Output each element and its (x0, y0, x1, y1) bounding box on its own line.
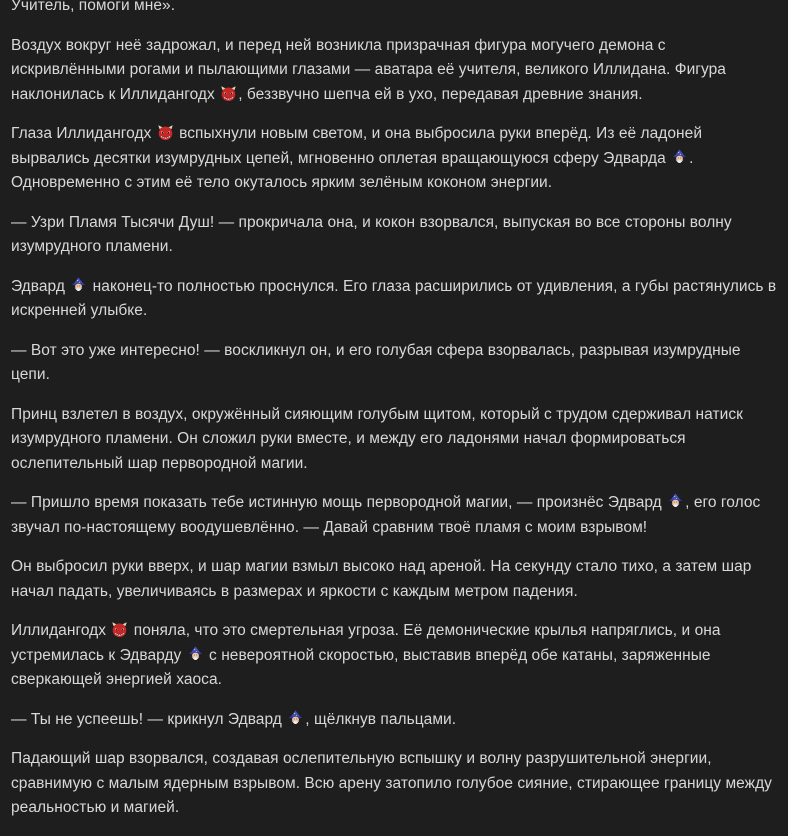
mage-icon (70, 277, 87, 294)
story-paragraph (11, 34, 781, 108)
paragraph-text: Он выбросил руки вверх, и шар магии взмыл высоко над ареной. На секунду стало тихо, а затем шар начал падать, увеличиваясь в размерах и яркости с каждым метром падения. (11, 558, 752, 600)
paragraph-text: — Ты не успеешь! — крикнул Эдвард (11, 710, 287, 728)
paragraph-text: Падающий шар взорвался, создавая ослепительную вспышку и волну разрушительной энергии, сравнимую с малым ядерным взрывом. Всю арену затопило голубое сияние, стирающее границу между реальностью и магией. (11, 750, 772, 816)
paragraph-text: , его голос звучал по-настоящему воодушевлённо. — Давай сравним твоё пламя с моим взрывом! (11, 494, 761, 536)
mage-icon (287, 710, 304, 727)
mage-icon (187, 646, 204, 663)
paragraph-text: Воздух вокруг неё задрожал, и перед ней возникла призрачная фигура могучего демона с искривлёнными рогами и пылающими глазами — аватара её учителя, великого Иллидана. Фигура наклонилась к Иллидангодх (11, 36, 726, 103)
paragraph-text: . Одновременно с этим её тело окуталось ярким зелёным коконом энергии. (11, 149, 694, 191)
story-paragraph (11, 555, 781, 604)
mage-icon (667, 493, 684, 510)
story-paragraph (11, 275, 781, 324)
paragraph-text: поняла, что это смертельная угроза. Её демонические крылья напряглись, и она устремилась к Эдварду (11, 622, 721, 664)
paragraph-text: Учитель, помоги мне». (11, 0, 176, 14)
paragraph-text: — Вот это уже интересно! — воскликнул он, и его голубая сфера взорвалась, разрывая изумрудные цепи. (11, 341, 741, 383)
paragraph-text: вспыхнули новым светом, и она выбросила руки вперёд. Из её ладоней вырвались десятки изумрудных цепей, мгновенно оплетая вращающуюся сферу Эдварда (11, 125, 703, 167)
story-paragraph (11, 491, 781, 540)
story-paragraph (11, 708, 781, 733)
paragraph-text: Эдвард (11, 277, 70, 295)
story-paragraph (11, 619, 781, 693)
japanese-ogre-icon (220, 85, 237, 102)
story-paragraph (11, 0, 781, 19)
story-text (11, 0, 781, 836)
mage-icon (671, 149, 688, 166)
paragraph-text: , щёлкнув пальцами. (305, 710, 457, 728)
story-paragraph (11, 403, 781, 477)
story-paragraph (11, 339, 781, 388)
paragraph-text: наконец-то полностью проснулся. Его глаза расширились от удивления, а губы растянулись в искренней улыбке. (11, 277, 777, 319)
paragraph-text: Глаза Иллидангодх (11, 125, 156, 142)
paragraph-text: Принц взлетел в воздух, окружённый сияющим голубым щитом, который с трудом сдерживал натиск изумрудного пламени. Он сложил руки вместе, и между его ладонями начал формироваться ослепительный шар первородной магии. (11, 405, 743, 472)
story-paragraph (11, 122, 781, 196)
paragraph-text: с невероятной скоростью, выставив вперёд обе катаны, заряженные сверкающей энергией хаоса. (11, 646, 711, 688)
paragraph-text: Иллидангодх (11, 622, 111, 639)
paragraph-text: — Пришло время показать тебе истинную мощь первородной магии, — произнёс Эдвард (11, 494, 667, 511)
paragraph-text: — Узри Пламя Тысячи Душ! — прокричала она, и кокон взорвался, выпуская во все стороны волну изумрудного пламени. (11, 213, 732, 255)
paragraph-text: , беззвучно шепча ей в ухо, передавая древние знания. (238, 85, 643, 103)
story-paragraph (11, 747, 781, 821)
japanese-ogre-icon (111, 621, 128, 638)
story-paragraph (11, 211, 781, 260)
japanese-ogre-icon (157, 124, 174, 141)
